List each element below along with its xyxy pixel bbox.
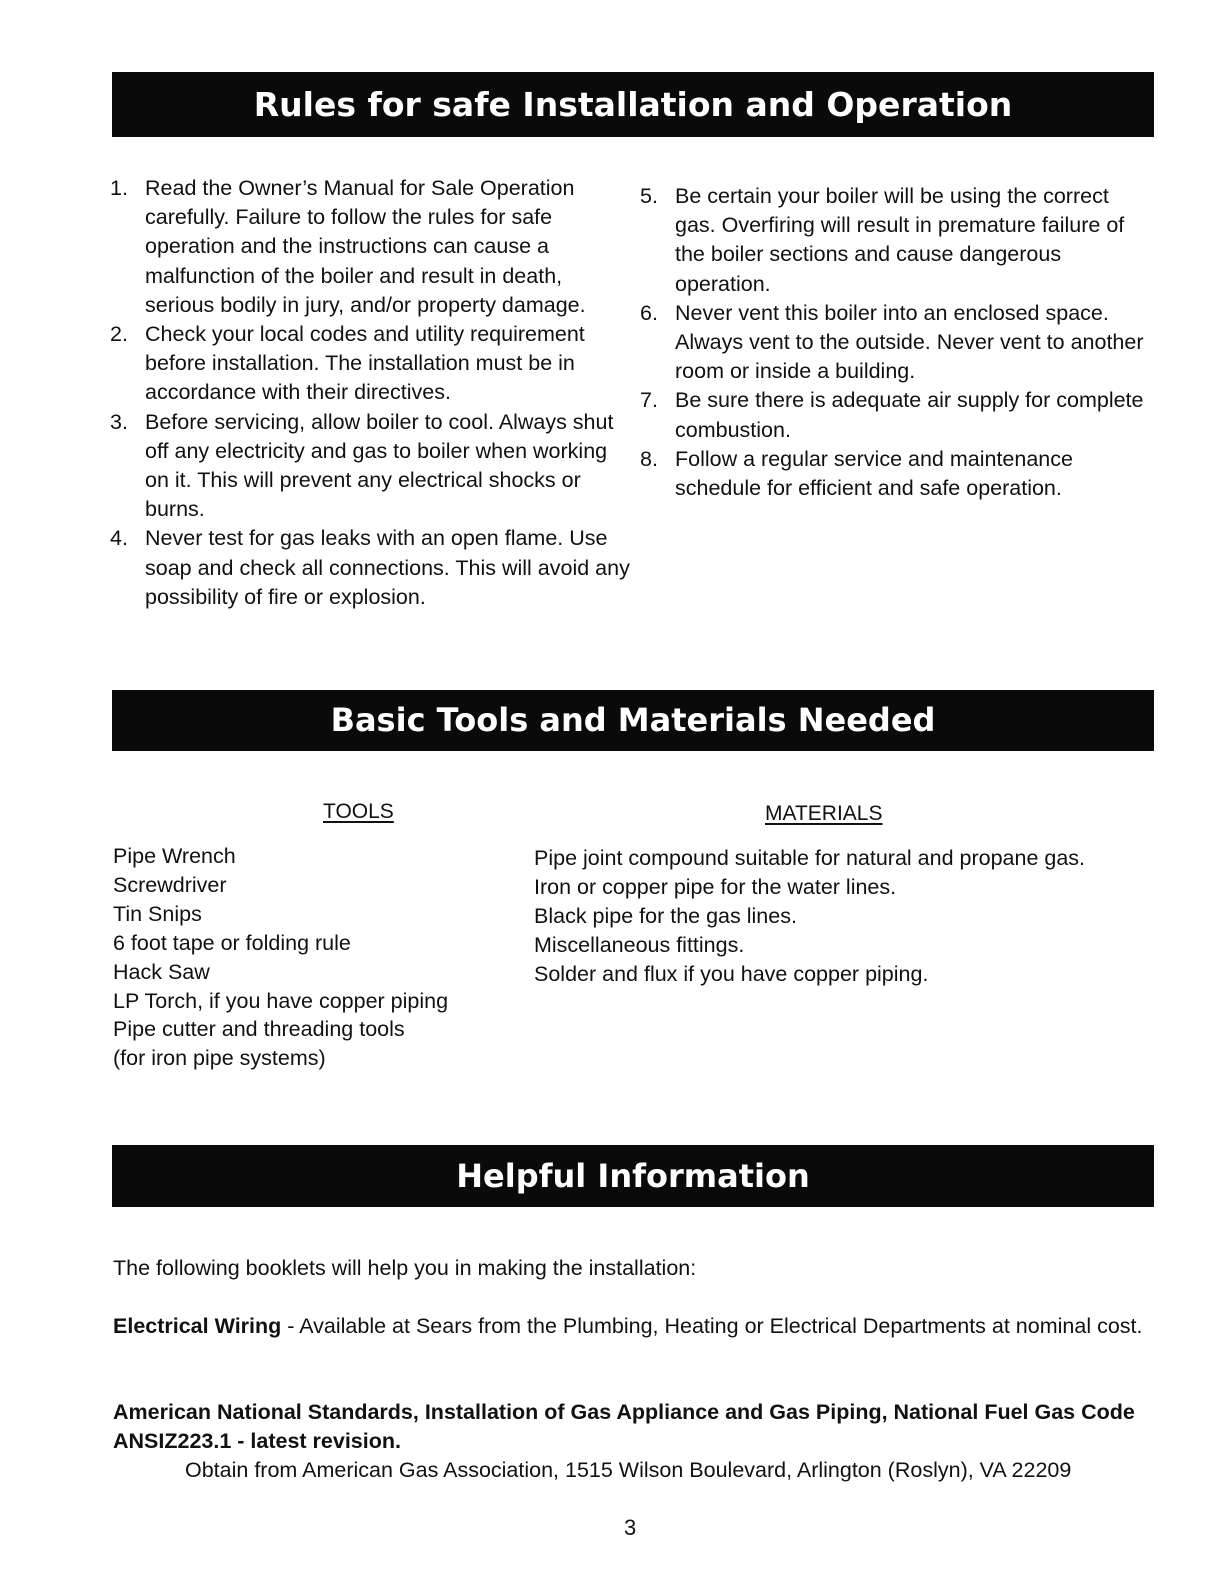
- tool-item: Hack Saw: [113, 959, 210, 984]
- rule-item: [110, 174, 630, 320]
- rule-item: [640, 445, 1155, 503]
- material-item: Black pipe for the gas lines.: [534, 903, 797, 928]
- helpful-intro: The following booklets will help you in making the installation:: [113, 1256, 697, 1280]
- tool-item: Tin Snips: [113, 901, 202, 926]
- rule-text: Be certain your boiler will be using the correct gas. Overfiring will result in premature failure of the boiler sections and cause dangerous operation.: [675, 184, 1125, 296]
- tool-item: LP Torch, if you have copper piping: [113, 988, 449, 1013]
- helpful-section-banner: Helpful Information: [112, 1145, 1154, 1207]
- rules-list-left: [110, 174, 630, 612]
- rule-number: 2.: [110, 322, 128, 347]
- tool-item: Pipe Wrench: [113, 844, 236, 868]
- rule-item: [640, 299, 1155, 387]
- materials-heading: MATERIALS: [765, 802, 883, 825]
- material-item: Miscellaneous fittings.: [534, 932, 745, 957]
- rule-text: Follow a regular service and maintenance schedule for efficient and safe operation.: [675, 446, 1073, 501]
- material-item: Pipe joint compound suitable for natural and propane gas.: [534, 846, 1086, 870]
- tools-list: [113, 842, 533, 1073]
- material-item: Solder and flux if you have copper piping.: [534, 961, 929, 986]
- rule-number: 1.: [110, 176, 128, 200]
- rule-number: 6.: [640, 300, 658, 325]
- rule-text: Never test for gas leaks with an open flame. Use soap and check all connections. This will avoid any possibility of fire or explosion.: [145, 526, 630, 609]
- rule-number: 3.: [110, 409, 128, 434]
- tools-heading: TOOLS: [323, 800, 394, 823]
- rule-text: Be sure there is adequate air supply for complete combustion.: [675, 388, 1144, 442]
- material-item: Iron or copper pipe for the water lines.: [534, 874, 897, 899]
- rule-text: Before servicing, allow boiler to cool. Always shut off any electricity and gas to boiler when working on it. This will prevent any electrical shocks or burns.: [145, 409, 614, 522]
- tool-item: Pipe cutter and threading tools: [113, 1017, 405, 1042]
- rule-number: 7.: [640, 388, 658, 413]
- rule-item: [640, 386, 1155, 444]
- ansi-obtain-text: Obtain from American Gas Association, 1515 Wilson Boulevard, Arlington (Roslyn), VA 22209: [185, 1458, 1072, 1482]
- materials-list: [534, 844, 1174, 989]
- tools-section-banner: Basic Tools and Materials Needed: [112, 690, 1154, 751]
- rule-number: 4.: [110, 526, 128, 551]
- rule-item: [110, 524, 630, 612]
- rule-number: 5.: [640, 184, 658, 208]
- rule-number: 8.: [640, 446, 658, 471]
- rules-section-banner: Rules for safe Installation and Operation: [112, 72, 1154, 137]
- rule-item: [110, 408, 630, 525]
- ansi-standards-title: American National Standards, Installation of Gas Appliance and Gas Piping, National Fuel Gas Code ANSIZ223.1 - latest revision.: [113, 1400, 1135, 1453]
- page-number: 3: [624, 1515, 637, 1540]
- rules-list-right: [640, 182, 1155, 503]
- electrical-wiring-title: Electrical Wiring: [113, 1314, 282, 1338]
- rule-text: Check your local codes and utility requirement before installation. The installation must be in accordance with their directives.: [145, 322, 585, 405]
- rule-text: Never vent this boiler into an enclosed space. Always vent to the outside. Never vent to another room or inside a building.: [675, 300, 1144, 384]
- tool-item: Screwdriver: [113, 872, 227, 897]
- tool-item: (for iron pipe systems): [113, 1046, 326, 1071]
- electrical-wiring-text: - Available at Sears from the Plumbing, Heating or Electrical Departments at nominal cost.: [281, 1314, 1143, 1338]
- rule-text: Read the Owner’s Manual for Sale Operation carefully. Failure to follow the rules for safe operation and the instructions can cause a malfunction of the boiler and result in death, serious bodily in jury, and/or property damage.: [145, 176, 586, 317]
- rule-item: [110, 320, 630, 408]
- rule-item: [640, 182, 1155, 299]
- tool-item: 6 foot tape or folding rule: [113, 930, 351, 955]
- electrical-wiring-paragraph: [113, 1312, 1143, 1341]
